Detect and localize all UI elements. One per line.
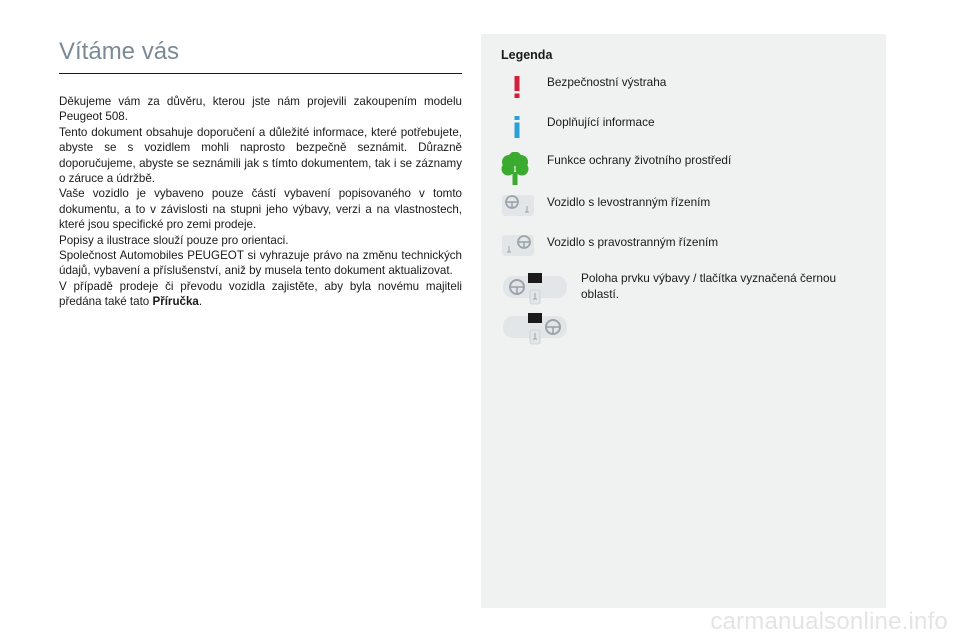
manual-name: Příručka — [152, 295, 199, 309]
intro-paragraph-last — [59, 279, 462, 310]
legend-label: Funkce ochrany životního prostředí — [547, 153, 732, 167]
legend-panel — [481, 34, 886, 608]
dashboard-position-icon — [501, 270, 569, 306]
watermark: carmanualsonline.info — [710, 608, 948, 635]
tree-icon — [501, 152, 529, 186]
legend-label: Bezpečnostní výstraha — [547, 75, 667, 89]
legend-label: Poloha prvku výbavy / tlačítka vyznačená černou oblastí. — [581, 271, 837, 301]
last-paragraph-end: . — [198, 295, 203, 309]
intro-paragraph: Popisy a ilustrace slouží pouze pro orientaci. — [59, 233, 289, 247]
legend-label: Vozidlo s levostranným řízením — [547, 195, 711, 209]
intro-paragraph: Tento dokument obsahuje doporučení a důležité informace, které potřebujete, abyste se s vozidlem mohli naprosto bezpečně seznámit. Důrazně doporučujeme, abyste se seznámili jak s tímto dokumentem, tak i se záznamy o záruce a údržbě. — [59, 125, 462, 186]
intro-paragraph: Děkujeme vám za důvěru, kterou jste nám projevili zakoupením modelu Peugeot 508. — [59, 95, 462, 124]
intro-text — [59, 94, 462, 310]
intro-paragraph: Vaše vozidlo je vybaveno pouze částí vybavení popisovaného v tomto dokumentu, a to v závislosti na stupni jeho výbavy, verzi a na vlastnostech, které jsou specifické pro zemi prodeje. — [59, 187, 462, 232]
legend-label: Doplňující informace — [547, 115, 655, 129]
legend-label: Vozidlo s pravostranným řízením — [547, 235, 719, 249]
dashboard-position-icon — [501, 310, 569, 346]
intro-paragraph: Společnost Automobiles PEUGEOT si vyhrazuje právo na změnu technických údajů, vybavení a příslušenství, aniž by musela tento dokument aktualizovat. — [59, 249, 462, 278]
legend-title: Legenda — [501, 48, 553, 62]
page-title: Vítáme vás — [59, 38, 180, 65]
title-divider — [59, 73, 462, 74]
last-paragraph-text: V případě prodeje či převodu vozidla zajistěte, aby byla novému majiteli předána také tato — [59, 279, 462, 309]
left-hand-drive-icon — [501, 192, 535, 218]
intro-section — [59, 36, 462, 310]
info-icon — [511, 114, 523, 140]
right-hand-drive-icon — [501, 232, 535, 258]
exclamation-icon — [511, 74, 523, 100]
